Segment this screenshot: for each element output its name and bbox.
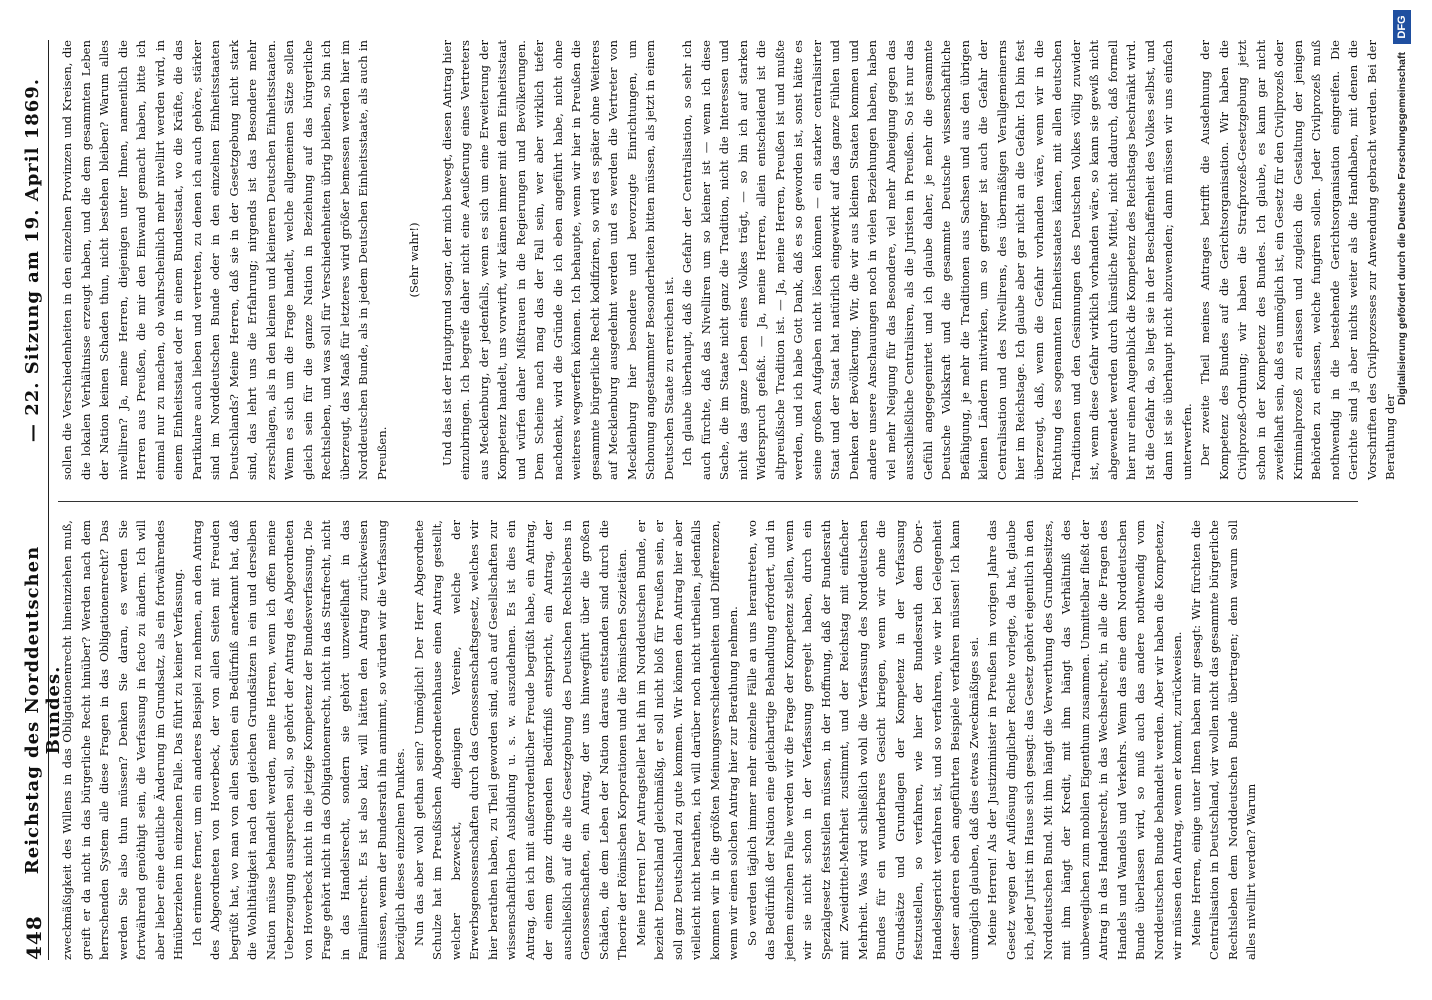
column-divider (58, 501, 1358, 502)
dfg-logo: DFG (1393, 10, 1411, 44)
paragraph: Ich erinnere ferner, um ein anderes Beispiel zu nehmen, an den Antrag des Abgeordneten von Hoverbeck, der von allen Seiten mit Freuden begrüßt hat, wo man von allen Seiten ein Bedürfniß anerkannt hat, daß die Wohlthätigkeit nach den gleichen Grundsätzen in ein und derselben Nation müsse behandelt werden, meine Herren, wenn ich offen meine Ueberzeugung aussprechen soll, so gehört der Antrag des Abgeordneten von Hoverbeck nicht in die jetzige Kompetenz der Bundesverfassung. Die Frage gehört nicht in das Obligationenrecht, nicht in das Strafrecht, nicht in das Handelsrecht, sondern sie gehört unzweifelhaft in das Familienrecht. Es ist also klar, will hätten den Antrag zurückweisen müssen, wenn der Bundesrath ihn annimmt, so würden wir die Verfassung bezüglich dieses einzelnen Punktes. (189, 520, 407, 960)
paragraph: Meine Herren! Der Antragsteller hat ihn im Norddeutschen Bunde, er bezieht Deutschland gleichmäßig, er soll nicht bloß für Preußen sein, er soll ganz Deutschland zu gute kommen. Wir können den Antrag hier aber vielleicht nicht berathen, ich will darüber noch nicht urtheilen, jedenfalls kommen wir in die größten Meinungsverschiedenheiten und Differenzen, wenn wir einen solchen Antrag hier zur Berathung nehmen. (633, 520, 740, 960)
page-footer (1382, 0, 1422, 1000)
paragraph: sollen die Verschiedenheiten in den einzelnen Provinzen und Kreisen, die die lokalen Verhältnisse erzeugt haben, und die dem gesammten Leben der Nation keinen Schaden thun, nicht bestehen bleiben? Warum alles nivelliren? Ja, meine Herren, diejenigen unter Ihnen, namentlich die Herren aus Preußen, die mir den Einwand gemacht haben, bitte ich einmal nur zu machen, ob wahrscheinlich mehr nivellirt werden wird, in einem Einheitsstaat oder in einem Bundesstaat, wo die Kräfte, die das Partikulare auch lieben und vertreten, zu denen ich auch gehöre, stärker sind im Norddeutschen Bunde oder in den einzelnen Einheitsstaaten Deutschlands? Meine Herren, daß sie in der Gesetzgebung nicht stark sind, das lehrt uns die Erfahrung; nirgends ist das Besondere mehr zerschlagen, als in den kleinen und kleineren Deutschen Einheitsstaaten. Wenn es sich um die Frage handelt, welche allgemeinen Sätze sollen gleich sein für die ganze Nation in Beziehung auf das bürgerliche Rechtsleben, und was soll für Verschiedenheiten übrig bleiben, so bin ich überzeugt, das Maaß für letzteres wird größer bemessen werden hier im Norddeutschen Bunde, als in jedem Deutschen Einheitsstaate, als auch in Preußen. (60, 40, 389, 480)
text-column-right (58, 40, 1397, 480)
running-title-right: — 22. Sitzung am 19. April 1869. (22, 77, 43, 443)
paragraph: zweckmäßigkeit des Willens in das Obligationenrecht hineinziehen muß, greift er da nicht in das bürgerliche Recht hinüber? Werden nach dem herrschenden System alle diese Fragen in das Obligationenrecht? Das werden Sie also thun müssen? Denken Sie daran, es werden Sie fortwährend genöthigt sein, die Verfassung in facto zu ändern. Ich will aber lieber eine deutliche Änderung im Grundsatz, als ein fortwährendes Hinüberziehen im einzelnen Falle. Das führt zu keiner Verfassung. (60, 520, 185, 960)
paragraph: Meine Herren, einige unter Ihnen haben mir gesagt: Wir fürchten die Centralisation in Deutschland, wir wollen nicht das gesammte bürgerliche Rechtsleben dem Norddeutschen Bunde übertragen; denn warum soll alles nivellirt werden? Warum (1188, 520, 1258, 960)
paragraph: So werden täglich immer mehr einzelne Fälle an uns herantreten, wo das Bedürfniß der Nation eine gleichartige Behandlung erfordert, und in jedem einzelnen Falle werden wir die Frage der Kompetenz stellen, wenn wir sie nicht schon in der Verfassung geregelt haben, durch ein Spezialgesetz feststellen müssen, in der Hoffnung, daß der Bundesrath mit Zweidrittel-Mehrheit zustimmt, und der Reichstag mit einfacher Mehrheit. Was wird schließlich wohl die Verfassung des Norddeutschen Bundes für ein wunderbares Gesicht kriegen, wenn wir ohne die Grundsätze und Grundlagen der Kompetenz in der Verfassung festzustellen, so verfahren, wie hier der Bundesrath dem Ober-Handelsgericht verfahren ist, und so verfahren, wie wir bei Gelegenheit dieser anderen eben angeführten Beispiele verfahren müssen! Ich kann unmöglich glauben, daß dies etwas Zweckmäßiges sei. (744, 520, 981, 960)
interjection: (Sehr wahr!) (407, 222, 421, 298)
paragraph: Ich glaube überhaupt, daß die Gefahr der Centralisation, so sehr ich auch fürchte, daß das Nivelliren um so kleiner ist — wenn ich diese Sache, die im Staate nicht ganz die Tradition, nicht die Interessen und nicht das ganze Leben eines Volkes trägt, — so bin ich auf starken Widerspruch gefaßt. — Ja, meine Herren, allein entscheidend ist die altpreußische Tradition ist. — Ja, meine Herren, Preußen ist und mußte werden, und ich habe Gott Dank, daß es so geworden ist, sonst hätte es seine großen Aufgaben nicht lösen können — ein starker centralisirter Staat und der Staat hat natürlich eingewirkt auf das ganze Fühlen und Denken der Bevölkerung. Wir, die wir aus kleinen Staaten kommen und andere unsere Anschauungen noch in vielen Beziehungen haben, haben viel mehr Neigung für das Besondere, viel mehr Abneigung gegen das ausschließliche Centralisiren, als die Juristen in Preußen. So ist nur das Gefühl angegegenirtet und ich glaube daher, je mehr die gesammte Deutsche Volkskraft und die gesammte Deutsche wissenschaftliche Befähigung, je mehr die Traditionen aus Sachsen und aus den übrigen kleinen Ländern mitwirken, um so geringer ist auch die Gefahr der Centralisation und des Nivellirens, des übermäßigen Verallgemeinerns hier im Reichstage. Ich glaube aber gar nicht an die Gefahr. Ich bin fest überzeugt, daß, wenn die Gefahr vorhanden wäre, wenn wir in die Richtung des sogenannten Einheitsstaates kämen, mit allen deutschen Traditionen und den Gesinnungen des Deutschen Volkes völlig zuwider ist, wenn diese Gefahr wirklich vorhanden wäre, so kann sie gewiß nicht abgewendet werden durch künstliche Mittel, nicht dadurch, daß formell hier nur einen Augenblick die Kompetenz des Reichstags beschränkt wird. Ist die Gefahr da, so liegt sie in der Beschaffenheit des Volkes selbst, und dann ist sie überhaupt nicht abzuwenden; dann müssen wir uns einfach unterwerfen. (680, 40, 1194, 480)
page-header (20, 40, 64, 960)
paragraph: Nun das aber wohl gethan sein? Unmöglich! Der Herr Abgeordnete Schulze hat im Preußischen Abgeordnetenhause einen Antrag gestellt, welcher bezweckt, diejenigen Vereine, welche der Erwerbsgenossenschaften durch das Genossenschaftsgesetz, welches wir hier berathen haben, zu Theil geworden sind, auch auf Gesellschaften zur wissenschaftlichen Ausbildung u. s. w. auszudehnen. Es ist dies ein Antrag, den ich mit außerordentlicher Freude begrüßt habe, ein Antrag, der einem ganz dringenden Bedürfniß entspricht, ein Antrag, der auschließlich auf die alte Gesetzgebung des Deutschen Rechtslebens in Genossenschaften, ein Antrag, der uns hinwegführt über die großen Schäden, die dem Leben der Nation daraus entstanden sind durch die Theorie der Römischen Korporationen und die Römischen Sozietäten. (411, 520, 629, 960)
text-column-left (58, 520, 1358, 960)
paragraph: Der zweite Theil meines Antrages betrifft die Ausdehnung der Kompetenz des Bundes auf die Gerichtsorganisation. Wir haben die Civilprozeß-Ordnung; wir haben die Strafprozeß-Gesetzgebung jetzt schon in der Kompetenz des Bundes. Ich glaube, es kann gar nicht zweifelhaft sein, daß es unmöglich ist, ein Gesetz für den Civilprozeß oder Kriminalprozeß zu erlassen und zugleich die Gestaltung der jenigen Behörden zu erlassen, welche fungiren sollen. Jeder Civilprozeß muß nothwendig in die bestehende Gerichtsorganisation eingreifen. Die Gerichte sind ja aber nichts weiter als die Handhaben, mit denen die Vorschriften des Civilprozesses zur Anwendung gebracht werden. Bei der Berathung der (1198, 40, 1397, 480)
paragraph: Meine Herren! Als der Justizminister in Preußen im vorigen Jahre das Gesetz wegen der Auflösung dinglicher Rechte vorlegte, da hat, glaube ich, jeder Jurist im Hause sich gesagt: das Gesetz gehört eigentlich in den Norddeutschen Bund. Mit ihm hängt die Verwerthung des Grundbesitzes, mit ihm hängt der Kredit, mit ihm hängt das Verhältniß des unbeweglichen zum mobilen Eigenthum zusammen. Unmittelbar fließt der Antrag in das Handelsrecht, in das Wechselrecht, in alle die Fragen des Handels und Wandels und Verkehrs. Wenn das eine dem Norddeutschen Bunde überlassen wird, so muß auch das andere nothwendig vom Norddeutschen Bunde behandelt werden. Aber wir haben die Kompetenz, wir müssen den Antrag, wenn er kommt, zurückweisen. (985, 520, 1184, 960)
running-title-left: Reichstag des Norddeutschen Bundes. (22, 545, 64, 875)
paragraph: Und das ist der Hauptgrund sogar, der mich bewegt, diesen Antrag hier einzubringen. Ich begreife daher nicht eine Aeußerung eines Vertreters aus Mecklenburg, der jedenfalls, wenn es sich um eine Erweiterung der Kompetenz handelt, uns vorwirft, wir kämen immer mit dem Einheitsstaat und würfen daher Mißtrauen in die Regierungen und Bevölkerungen. Dem Scheine nach mag das der Fall sein, wer aber wirklich tiefer nachdenkt, wird die Gründe die ich eben angeführt habe, nicht ohne weiteres wegwerfen können. Ich behaupte, wenn wir hier in Preußen die gesammte bürgerliche Recht kodifiziren, so wird es später ohne Weiteres auf Mecklenburg ausgedehnt werden und es werden die Vertreter von Mecklenburg hier besondere und bevorzugte Einrichtungen, um Schonung angestammter Besonderheiten bitten müssen, als jetzt in einem Deutschen Staate zu erreichen ist. (439, 40, 676, 480)
funding-note: Digitalisierung gefördert durch die Deutsche Forschungsgemeinschaft (1396, 52, 1408, 405)
page-number: 448 (22, 915, 46, 960)
